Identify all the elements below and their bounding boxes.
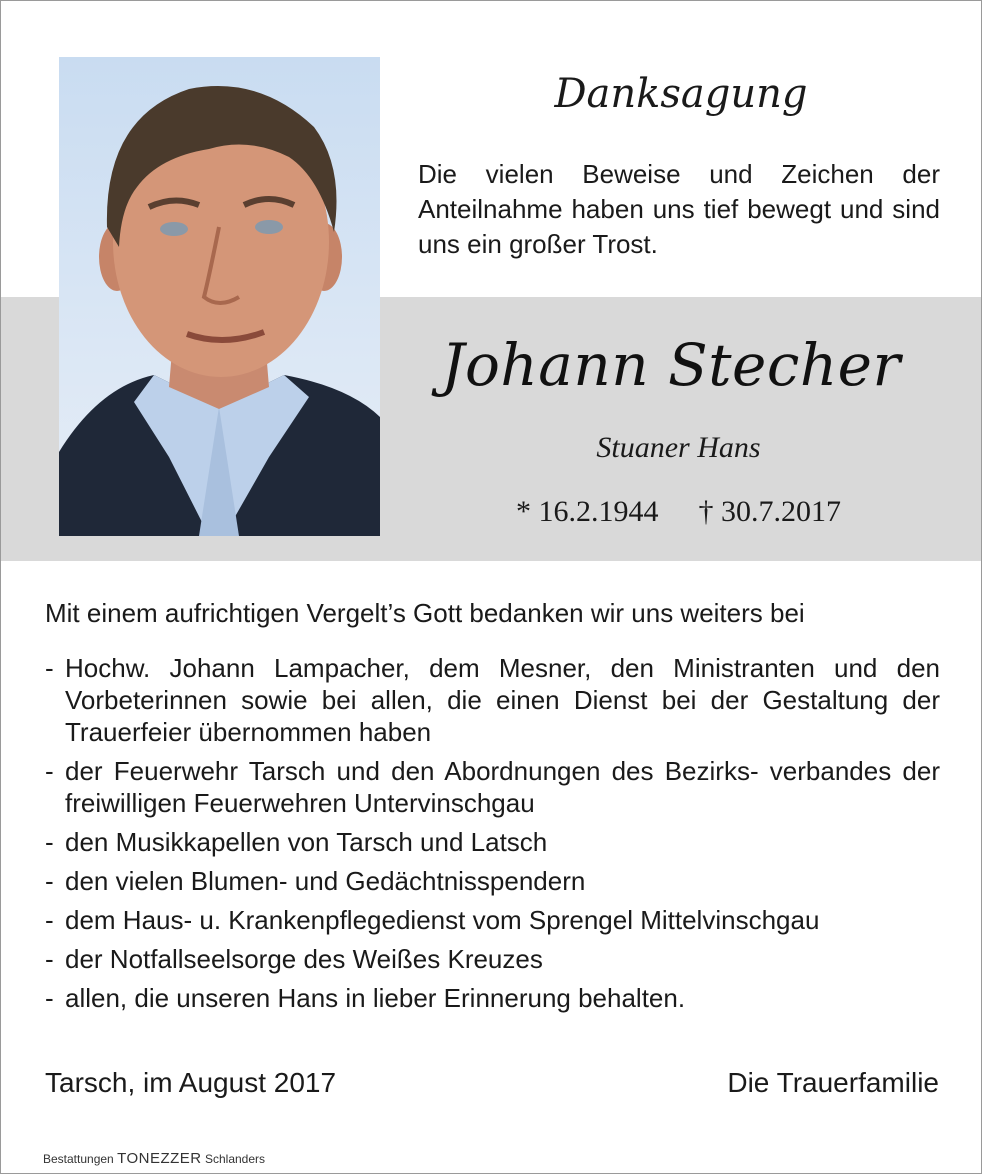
signature: Die Trauerfamilie <box>727 1067 939 1098</box>
credit-prefix: Bestattungen <box>43 1152 114 1166</box>
thanks-list <box>45 652 940 1021</box>
list-item-text: Hochw. Johann Lampacher, dem Mesner, den Ministranten und den Vorbeterinnen sowie bei allen, die einen Dienst bei der Gestaltung der Trauerfeier übernommen haben <box>65 653 940 747</box>
list-item-text: den vielen Blumen- und Gedächtnisspendern <box>65 866 586 896</box>
intro-text: Die vielen Beweise und Zeichen der Anteilnahme haben uns tief bewegt und sind uns ein großer Trost. <box>418 159 940 259</box>
deceased-name: Johann Stecher <box>441 331 901 399</box>
portrait-photo <box>59 57 380 536</box>
credit-brand: TONEZZER <box>117 1150 202 1167</box>
list-dash: - <box>45 756 54 786</box>
list-item-text: dem Haus- u. Krankenpflegedienst vom Sprengel Mittelvinschgau <box>65 905 820 935</box>
list-dash: - <box>45 653 54 683</box>
list-item <box>45 904 940 936</box>
list-item-text: den Musikkapellen von Tarsch und Latsch <box>65 827 548 857</box>
list-dash: - <box>45 827 54 857</box>
list-dash: - <box>45 905 54 935</box>
list-dash: - <box>45 983 54 1013</box>
list-item <box>45 982 940 1014</box>
list-dash: - <box>45 944 54 974</box>
thanks-lead: Mit einem aufrichtigen Vergelt’s Gott bedanken wir uns weiters bei <box>45 598 805 628</box>
list-item <box>45 943 940 975</box>
list-item <box>45 755 940 819</box>
death-date: † 30.7.2017 <box>698 495 841 528</box>
notice-title: Danksagung <box>554 71 808 117</box>
list-item <box>45 826 940 858</box>
birth-date: * 16.2.1944 <box>516 495 659 528</box>
list-item-text: der Notfallseelsorge des Weißes Kreuzes <box>65 944 543 974</box>
list-item-text: allen, die unseren Hans in lieber Erinnerung behalten. <box>65 983 686 1013</box>
list-item-text: der Feuerwehr Tarsch und den Abordnungen des Bezirks- verbandes der freiwilligen Feuerwehren Untervinschgau <box>65 756 940 818</box>
deceased-nickname: Stuaner Hans <box>596 431 761 464</box>
list-dash: - <box>45 866 54 896</box>
life-dates <box>401 495 956 529</box>
place-date: Tarsch, im August 2017 <box>45 1067 337 1098</box>
list-item <box>45 865 940 897</box>
list-item <box>45 652 940 748</box>
funeral-home-credit <box>43 1150 265 1167</box>
credit-suffix: Schlanders <box>204 1152 266 1166</box>
